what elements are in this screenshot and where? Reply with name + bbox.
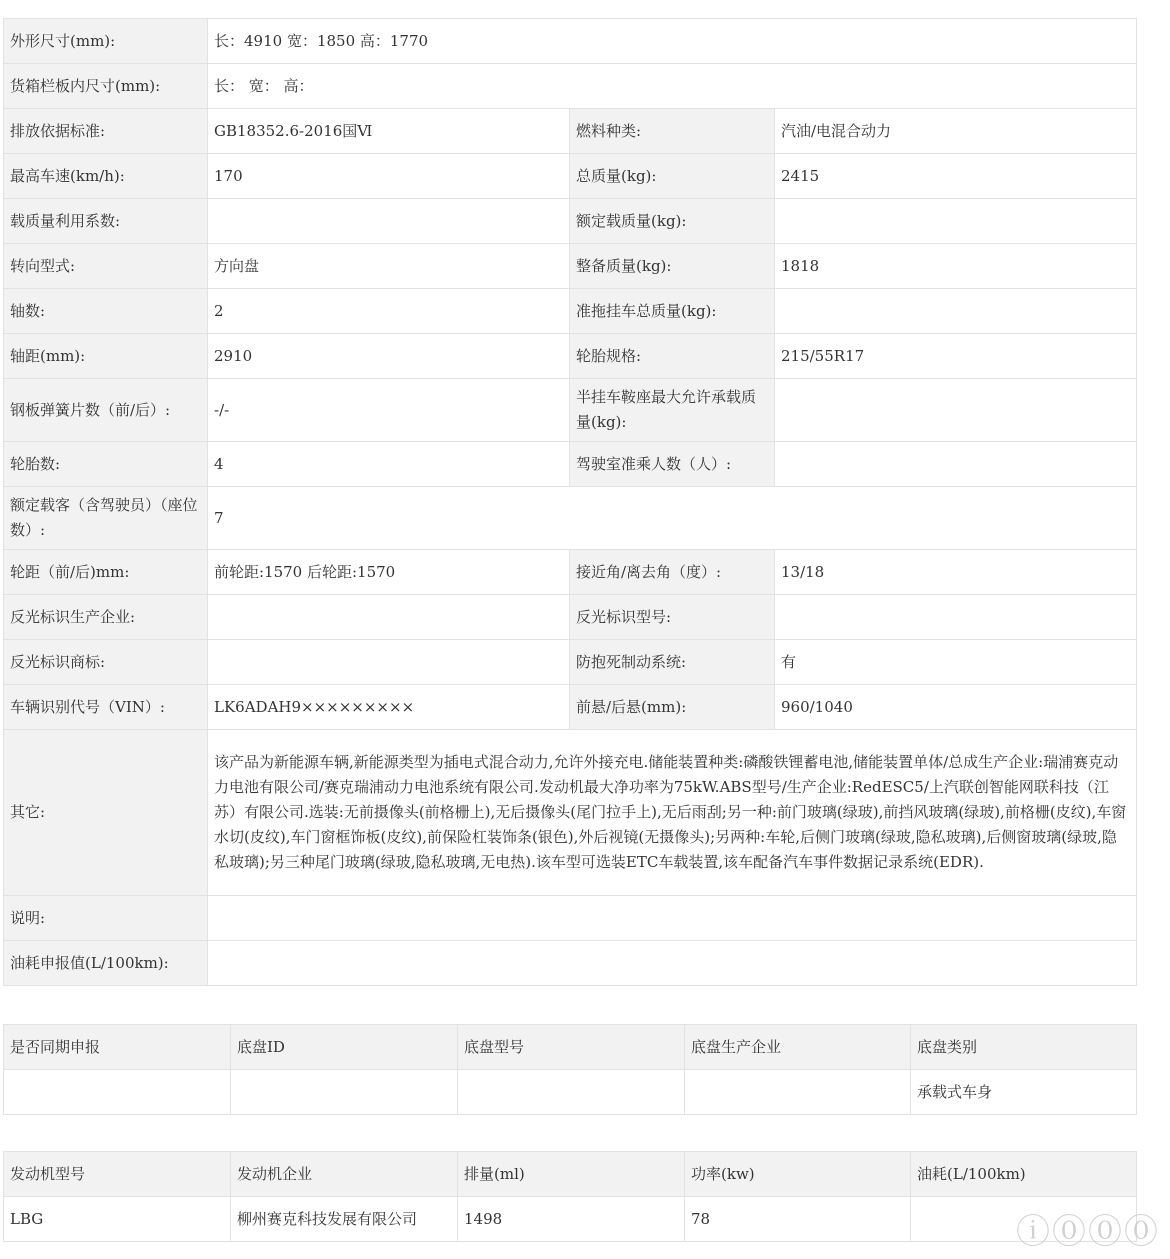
emission-label: 排放依据标准: [4,109,208,154]
steering-label: 转向型式: [4,244,208,289]
axles-label: 轴数: [4,289,208,334]
leaf-springs-label: 钢板弹簧片数（前/后）: [4,379,208,442]
abs-value: 有 [775,640,1137,685]
abs-label: 防抱死制动系统: [570,640,775,685]
curb-mass-value: 1818 [775,244,1137,289]
spec-row-fuel-consumption [4,941,1137,986]
tire-count-value: 4 [208,442,570,487]
leaf-springs-value: -/- [208,379,570,442]
saddle-load-label: 半挂车鞍座最大允许承载质量(kg): [570,379,775,442]
engine-header-displacement: 排量(ml) [458,1152,685,1197]
note-value [208,896,1137,941]
spec-row-steering [4,244,1137,289]
reflector-maker-label: 反光标识生产企业: [4,595,208,640]
engine-displacement-value: 1498 [458,1197,685,1242]
fuel-consumption-value [208,941,1137,986]
engine-header-model: 发动机型号 [4,1152,231,1197]
angles-value: 13/18 [775,550,1137,595]
reflector-brand-value [208,640,570,685]
watermark-logo: ⓘ⓪⓪⓪ [1016,1212,1160,1252]
axles-value: 2 [208,289,570,334]
total-mass-label: 总质量(kg): [570,154,775,199]
chassis-header-row [4,1025,1137,1070]
dimensions-value: 长：4910 宽：1850 高：1770 [208,19,1137,64]
chassis-header-model: 底盘型号 [458,1025,685,1070]
rated-load-value [775,199,1137,244]
cab-occupants-value [775,442,1137,487]
max-speed-value: 170 [208,154,570,199]
engine-power-value: 78 [685,1197,911,1242]
engine-data-row [4,1197,1137,1242]
other-value: 该产品为新能源车辆,新能源类型为插电式混合动力,允许外接充电.储能装置种类:磷酸铁锂蓄电池,储能装置单体/总成生产企业:瑞浦赛克动力电池有限公司/赛克瑞浦动力电池系统有限公司.发动机最大净功率为75kW.ABS型号/生产企业:RedESC5/上汽联创智能网联科技（江苏）有限公司.选装:无前摄像头(前格栅上),无后摄像头(尾门拉手上),无后雨刮;另一种:前门玻璃(绿玻),前挡风玻璃(绿玻),前格栅(皮纹),车窗水切(皮纹),车门窗框饰板(皮纹),前保险杠装饰条(银色),外后视镜(无摄像头);另两种:车轮,后侧门玻璃(绿玻,隐私玻璃),后侧窗玻璃(绿玻,隐私玻璃);另三种尾门玻璃(绿玻,隐私玻璃,无电热).该车型可选装ETC车载装置,该车配备汽车事件数据记录系统(EDR). [208,730,1137,896]
cargo-value: 长： 宽： 高： [208,64,1137,109]
chassis-type-value: 承载式车身 [911,1070,1137,1115]
note-label: 说明: [4,896,208,941]
curb-mass-label: 整备质量(kg): [570,244,775,289]
track-value: 前轮距:1570 后轮距:1570 [208,550,570,595]
fuel-value: 汽油/电混合动力 [775,109,1137,154]
engine-header-row [4,1152,1137,1197]
trailer-mass-value [775,289,1137,334]
chassis-header-same-period: 是否同期申报 [4,1025,231,1070]
angles-label: 接近角/离去角（度）: [570,550,775,595]
spec-row-passengers [4,487,1137,550]
emission-value: GB18352.6-2016国Ⅵ [208,109,570,154]
reflector-model-label: 反光标识型号: [570,595,775,640]
tire-spec-label: 轮胎规格: [570,334,775,379]
spec-row-dimensions [4,19,1137,64]
chassis-maker-value [685,1070,911,1115]
spec-row-speed [4,154,1137,199]
spec-row-axles [4,289,1137,334]
overhang-value: 960/1040 [775,685,1137,730]
chassis-same-period-value [4,1070,231,1115]
passengers-value: 7 [208,487,1137,550]
chassis-header-maker: 底盘生产企业 [685,1025,911,1070]
passengers-label: 额定载客（含驾驶员）（座位数）: [4,487,208,550]
spec-row-tires [4,442,1137,487]
chassis-table [3,1024,1137,1115]
chassis-header-id: 底盘ID [231,1025,458,1070]
overhang-label: 前悬/后悬(mm): [570,685,775,730]
fuel-label: 燃料种类: [570,109,775,154]
chassis-header-type: 底盘类别 [911,1025,1137,1070]
steering-value: 方向盘 [208,244,570,289]
tire-spec-value: 215/55R17 [775,334,1137,379]
spec-row-load [4,199,1137,244]
wheelbase-label: 轴距(mm): [4,334,208,379]
spec-row-brand [4,640,1137,685]
chassis-model-value [458,1070,685,1115]
spec-row-note [4,896,1137,941]
spec-row-wheelbase [4,334,1137,379]
cab-occupants-label: 驾驶室准乘人数（人）: [570,442,775,487]
max-speed-label: 最高车速(km/h): [4,154,208,199]
engine-header-fuel-consumption: 油耗(L/100km) [911,1152,1137,1197]
engine-header-maker: 发动机企业 [231,1152,458,1197]
saddle-load-value [775,379,1137,442]
engine-maker-value: 柳州赛克科技发展有限公司 [231,1197,458,1242]
dimensions-label: 外形尺寸(mm): [4,19,208,64]
load-factor-value [208,199,570,244]
cargo-label: 货箱栏板内尺寸(mm): [4,64,208,109]
chassis-id-value [231,1070,458,1115]
reflector-maker-value [208,595,570,640]
total-mass-value: 2415 [775,154,1137,199]
spec-row-vin [4,685,1137,730]
vin-value: LK6ADAH9××××××××× [208,685,570,730]
trailer-mass-label: 准拖挂车总质量(kg): [570,289,775,334]
load-factor-label: 载质量利用系数: [4,199,208,244]
reflector-model-value [775,595,1137,640]
spec-row-track [4,550,1137,595]
spec-row-cargo [4,64,1137,109]
fuel-consumption-label: 油耗申报值(L/100km): [4,941,208,986]
vin-label: 车辆识别代号（VIN）: [4,685,208,730]
tire-count-label: 轮胎数: [4,442,208,487]
wheelbase-value: 2910 [208,334,570,379]
chassis-data-row [4,1070,1137,1115]
engine-header-power: 功率(kw) [685,1152,911,1197]
spec-row-springs [4,379,1137,442]
rated-load-label: 额定载质量(kg): [570,199,775,244]
reflector-brand-label: 反光标识商标: [4,640,208,685]
track-label: 轮距（前/后)mm: [4,550,208,595]
spec-row-reflector [4,595,1137,640]
vehicle-spec-table [3,18,1137,986]
spec-row-emission [4,109,1137,154]
engine-model-value: LBG [4,1197,231,1242]
spec-row-other [4,730,1137,896]
other-label: 其它: [4,730,208,896]
engine-table [3,1151,1137,1242]
